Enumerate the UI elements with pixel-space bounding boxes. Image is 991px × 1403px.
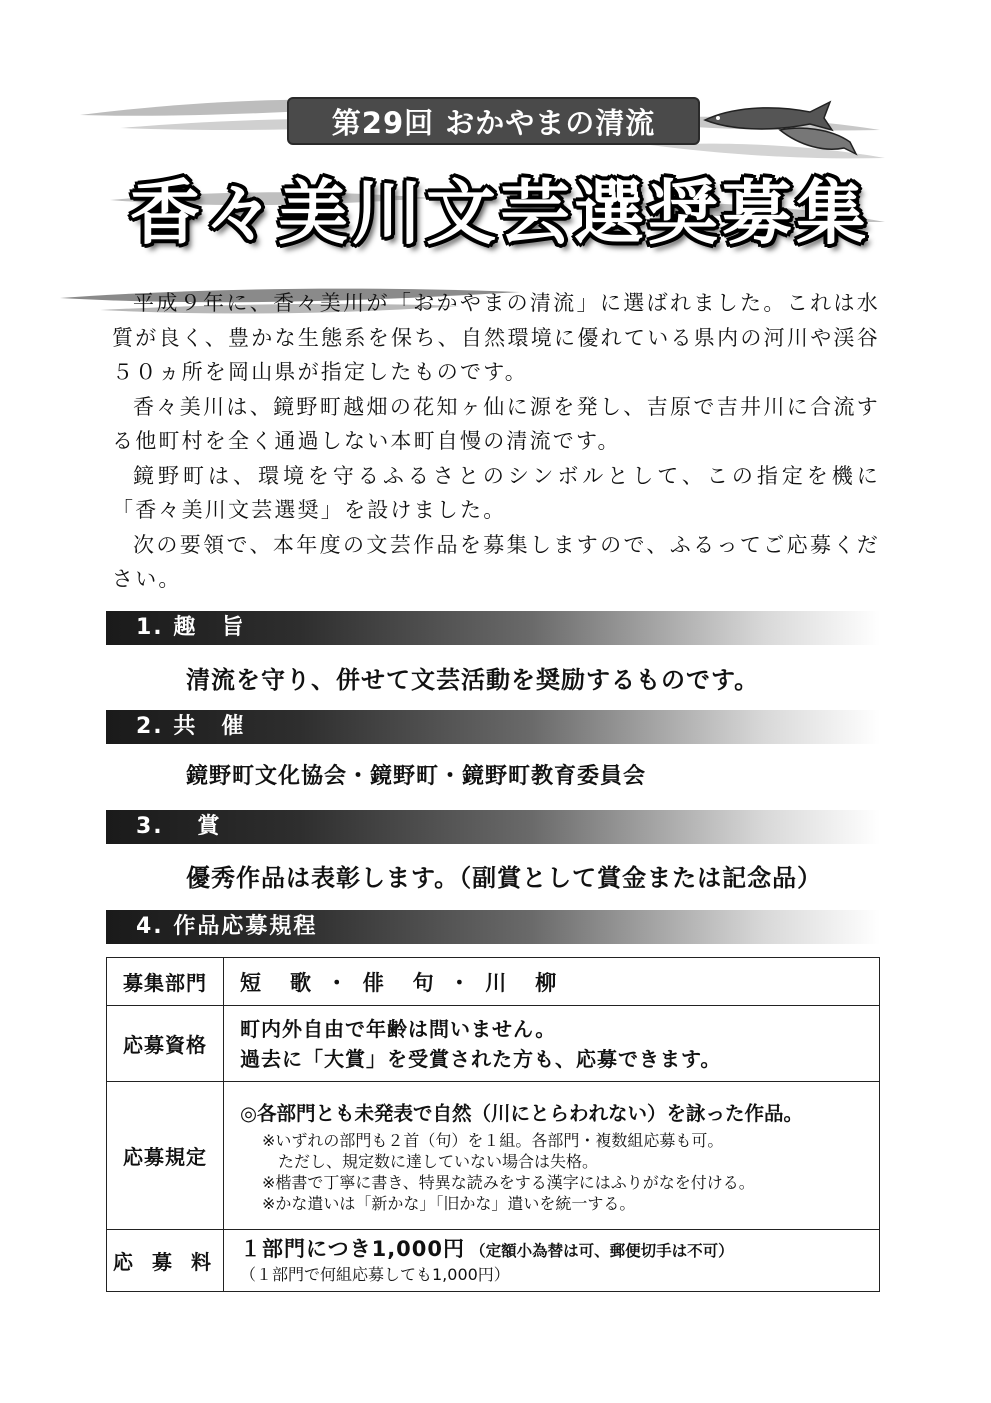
brush-stroke-decoration bbox=[0, 0, 991, 320]
page-title: 香々美川文芸選奨募集 bbox=[130, 171, 870, 254]
table-row bbox=[107, 958, 880, 1006]
rules-value-regulations bbox=[224, 1082, 880, 1230]
section-heading-awards: 3. 賞 bbox=[106, 810, 880, 844]
sweetfish-illustration bbox=[700, 90, 860, 160]
rules-label-regulations: 応募規定 bbox=[107, 1082, 224, 1230]
rules-label-fee: 応 募 料 bbox=[107, 1230, 224, 1292]
fee-note: （定額小為替は可、郵便切手は不可） bbox=[470, 1241, 734, 1260]
section-text-awards: 優秀作品は表彰します。（副賞として賞金または記念品） bbox=[186, 864, 823, 892]
regulations-note: ※楷書で丁寧に書き、特異な読みをする漢字にはふりがなを付ける。 bbox=[262, 1172, 755, 1192]
table-row bbox=[107, 1082, 880, 1230]
rules-table bbox=[106, 957, 880, 1292]
rules-label-eligibility: 応募資格 bbox=[107, 1006, 224, 1082]
table-row bbox=[107, 1230, 880, 1292]
table-row bbox=[107, 1006, 880, 1082]
fee-amount: １部門につき1,000円 bbox=[240, 1236, 466, 1261]
intro-paragraph: 平成９年に、香々美川が「おかやまの清流」に選ばれました。これは水質が良く、豊かな生態系を保ち、自然環境に優れている県内の河川や渓谷５０ヵ所を岡山県が指定したものです。 bbox=[112, 291, 880, 384]
rules-value-eligibility bbox=[224, 1006, 880, 1082]
rules-value-category: 短 歌 ・ 俳 句 ・ 川 柳 bbox=[224, 958, 880, 1006]
rules-label-category: 募集部門 bbox=[107, 958, 224, 1006]
regulations-note: ※かな遣いは「新かな」「旧かな」遣いを統一する。 bbox=[262, 1193, 636, 1213]
eligibility-line: 町内外自由で年齢は問いません。 bbox=[240, 1016, 557, 1041]
event-banner: 第29回 おかやまの清流 bbox=[287, 97, 700, 145]
section-heading-organizers: 2. 共 催 bbox=[106, 710, 880, 744]
intro-text bbox=[112, 286, 880, 597]
fee-main-line bbox=[240, 1236, 879, 1264]
regulations-note: ※いずれの部門も２首（句）を１組。各部門・複数組応募も可。 bbox=[262, 1130, 724, 1150]
section-heading-rules: 4. 作品応募規程 bbox=[106, 910, 880, 944]
rules-value-fee bbox=[224, 1230, 880, 1292]
section-text-organizers: 鏡野町文化協会・鏡野町・鏡野町教育委員会 bbox=[186, 764, 647, 789]
intro-paragraph: 香々美川は、鏡野町越畑の花知ヶ仙に源を発し、吉原で吉井川に合流する他町村を全く通過しない本町自慢の清流です。 bbox=[112, 394, 880, 453]
regulations-note: ただし、規定数に達していない場合は失格。 bbox=[262, 1151, 599, 1171]
section-text-purpose: 清流を守り、併せて文芸活動を奨励するものです。 bbox=[186, 666, 760, 694]
intro-paragraph: 鏡野町は、環境を守るふるさとのシンボルとして、この指定を機に「香々美川文芸選奨」を設けました。 bbox=[112, 463, 880, 522]
eligibility-line: 過去に「大賞」を受賞された方も、応募できます。 bbox=[240, 1046, 722, 1071]
section-heading-purpose: 1. 趣 旨 bbox=[106, 611, 880, 645]
fee-sub-note: （１部門で何組応募しても1,000円） bbox=[240, 1264, 510, 1284]
regulations-main: ◎各部門とも未発表で自然（川にとらわれない）を詠った作品。 bbox=[240, 1101, 804, 1125]
intro-paragraph: 次の要領で、本年度の文芸作品を募集しますので、ふるってご応募ください。 bbox=[112, 532, 880, 591]
